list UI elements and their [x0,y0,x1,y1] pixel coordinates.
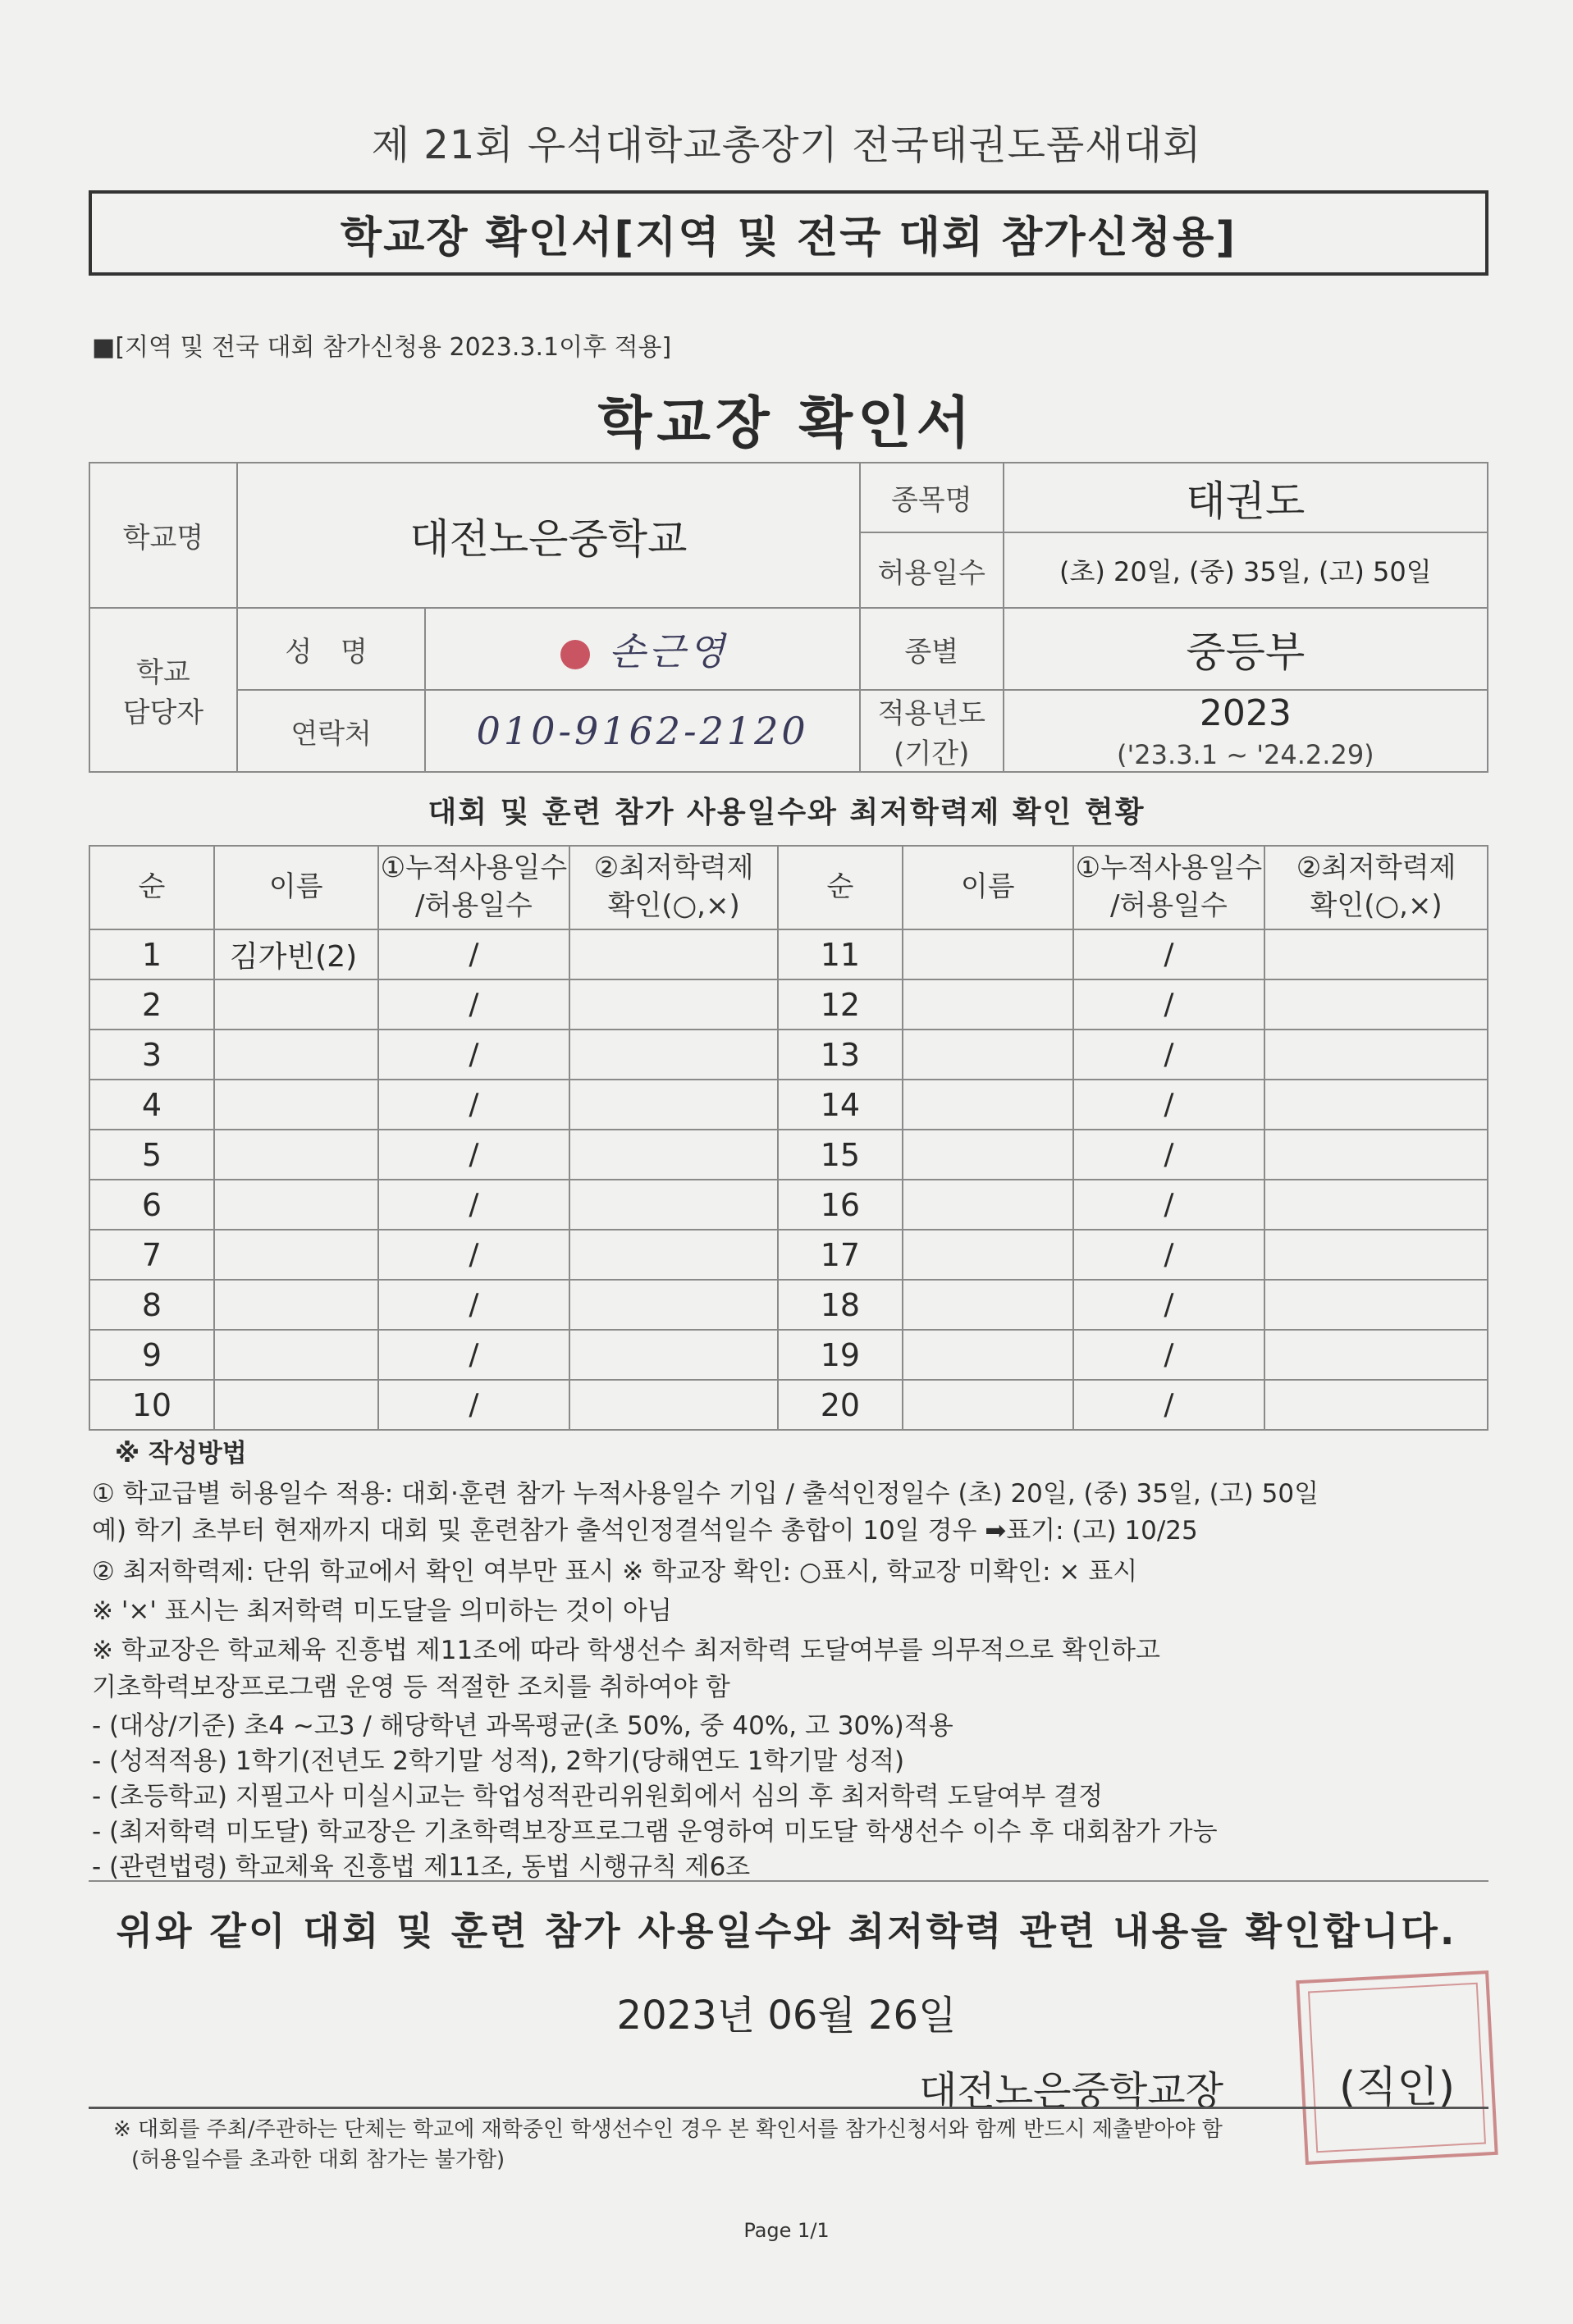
min-cell [1264,1280,1488,1330]
footer-note: (허용일수를 초과한 대회 참가는 불가함) [131,2148,505,2172]
days-cell: / [1073,1380,1265,1430]
table-row [89,979,1488,1030]
min-cell [569,1330,778,1380]
header-days [1073,846,1265,929]
header-min-line1: ②최저학력제 [593,852,754,885]
days-cell: / [378,1280,570,1330]
contact-label: 연락처 [237,690,426,772]
min-cell [569,1230,778,1280]
footer-note: ※ 대회를 주최/주관하는 단체는 학교에 재학중인 학생선수인 경우 본 확인서를 참가신청서와 함께 반드시 제출받아야 함 [113,2117,1223,2142]
table-row [89,1280,1488,1330]
row-number: 17 [778,1230,903,1280]
header-min-line2: 확인(○,×) [1310,889,1443,922]
instruction-line: - (최저학력 미도달) 학교장은 기초학력보장프로그램 운영하여 미도달 학생선수 이수 후 대회참가 가능 [92,1817,1218,1847]
contact-value: 010-9162-2120 [425,690,859,772]
year-label-line1: 적용년도 [877,697,985,730]
instruction-line: - (대상/기준) 초4 ~고3 / 해당학년 과목평균(초 50%, 중 40%, 고 30%)적용 [92,1711,953,1741]
days-cell: / [1073,1230,1265,1280]
table-header-row [89,846,1488,929]
header-days-line2: /허용일수 [415,889,533,922]
athlete-name [214,1230,378,1280]
min-cell [1264,979,1488,1030]
page-number: Page 1/1 [743,2219,830,2242]
allowed-days-value: (초) 20일, (중) 35일, (고) 50일 [1004,532,1488,608]
min-cell [1264,1380,1488,1430]
row-number: 9 [89,1330,214,1380]
row-number: 5 [89,1130,214,1180]
days-cell: / [378,1130,570,1180]
days-cell: / [378,1080,570,1130]
header-days-line1: ①누적사용일수 [1075,852,1263,885]
division-label: 종별 [860,608,1004,690]
table-row [89,1080,1488,1130]
days-cell: / [378,929,570,979]
year-field [1004,690,1488,772]
row-number: 3 [89,1030,214,1080]
header-min [569,846,778,929]
event-title: 제 21회 우석대학교총장기 전국태권도품새대회 [371,122,1202,168]
row-number: 11 [778,929,903,979]
sport-label: 종목명 [860,463,1004,532]
athlete-name [903,1180,1073,1230]
instruction-line: ② 최저학력제: 단위 학교에서 확인 여부만 표시 ※ 학교장 확인: ○표시, 학교장 미확인: × 표시 [92,1557,1138,1587]
header-seq: 순 [778,846,903,929]
table-row [89,1380,1488,1430]
instruction-line: - (성적적용) 1학기(전년도 2학기말 성적), 2학기(당해연도 1학기말 성적) [92,1746,905,1776]
table-row [89,929,1488,979]
instruction-line: - (관련법령) 학교체육 진흥법 제11조, 동법 시행규칙 제6조 [92,1852,751,1882]
athlete-name [214,1080,378,1130]
min-cell [569,1030,778,1080]
header-name: 이름 [214,846,378,929]
year-period: ('23.3.1 ~ '24.2.29) [1117,738,1374,770]
row-number: 18 [778,1280,903,1330]
row-number: 2 [89,979,214,1030]
days-cell: / [378,1230,570,1280]
table-row [89,1130,1488,1180]
athlete-name [214,1180,378,1230]
header-min-line2: 확인(○,×) [607,889,740,922]
min-cell [1264,1080,1488,1130]
confirmation-text: 위와 같이 대회 및 훈련 참가 사용일수와 최저학력 관련 내용을 확인합니다. [116,1909,1457,1953]
instruction-line: 기초학력보장프로그램 운영 등 적절한 조치를 취하여야 함 [92,1673,730,1702]
row-number: 10 [89,1380,214,1430]
days-cell: / [1073,979,1265,1030]
manager-name-value: 손근영 [608,629,729,673]
row-number: 16 [778,1180,903,1230]
allowed-days-label: 허용일수 [860,532,1004,608]
athlete-name [214,1380,378,1430]
instruction-line: - (초등학교) 지필고사 미실시교는 학업성적관리위원회에서 심의 후 최저학력 도달여부 결정 [92,1782,1104,1811]
min-cell [1264,1330,1488,1380]
days-cell: / [1073,1130,1265,1180]
min-cell [1264,1230,1488,1280]
header-days-line1: ①누적사용일수 [380,852,568,885]
athlete-name [903,1030,1073,1080]
min-cell [569,1180,778,1230]
athlete-name [903,1080,1073,1130]
manager-label [89,608,237,772]
divider [89,1880,1488,1882]
athlete-name [214,1280,378,1330]
row-number: 12 [778,979,903,1030]
school-name-value: 대전노은중학교 [237,463,860,608]
min-cell [569,929,778,979]
manager-name-field [425,608,859,690]
days-cell: / [1073,929,1265,979]
days-cell: / [378,1180,570,1230]
days-cell: / [378,1330,570,1380]
athlete-name [903,1130,1073,1180]
min-cell [1264,1180,1488,1230]
athlete-name [214,1330,378,1380]
row-number: 13 [778,1030,903,1080]
athlete-name [903,929,1073,979]
table-row [89,1180,1488,1230]
instruction-line: 예) 학기 초부터 현재까지 대회 및 훈련참가 출석인정결석일수 총합이 10일 경우 ➡표기: (고) 10/25 [92,1516,1198,1546]
row-number: 14 [778,1080,903,1130]
sport-value: 태권도 [1004,463,1488,532]
min-cell [1264,1030,1488,1080]
min-cell [1264,1130,1488,1180]
days-cell: / [378,1380,570,1430]
manager-label-line1: 학교 [136,656,190,689]
row-number: 6 [89,1180,214,1230]
school-info-table [89,462,1488,773]
manager-name-label: 성 명 [237,608,426,690]
table-row [89,1330,1488,1380]
row-number: 1 [89,929,214,979]
min-cell [569,1280,778,1330]
form-title: 학교장 확인서 [597,391,976,456]
apply-note: ■[지역 및 전국 대회 참가신청용 2023.3.1이후 적용] [92,333,672,362]
athlete-name [214,1030,378,1080]
table-row [89,1230,1488,1280]
seal-mark: (직인) [1339,2063,1456,2112]
min-cell [569,1380,778,1430]
days-cell: / [1073,1280,1265,1330]
row-number: 8 [89,1280,214,1330]
athlete-name: 김가빈(2) [214,929,378,979]
red-stamp-mark [560,640,590,669]
header-days-line2: /허용일수 [1109,889,1228,922]
header-days [378,846,570,929]
row-number: 15 [778,1130,903,1180]
manager-label-line2: 담당자 [122,696,204,729]
instruction-line: ※ 학교장은 학교체육 진흥법 제11조에 따라 학생선수 최저학력 도달여부를 의무적으로 확인하고 [92,1636,1160,1665]
row-number: 20 [778,1380,903,1430]
athlete-list-table [89,845,1488,1431]
header-min-line1: ②최저학력제 [1296,852,1456,885]
min-cell [1264,929,1488,979]
header-seq: 순 [89,846,214,929]
days-cell: / [1073,1080,1265,1130]
min-cell [569,1130,778,1180]
row-number: 4 [89,1080,214,1130]
days-cell: / [378,1030,570,1080]
min-cell [569,1080,778,1130]
row-number: 7 [89,1230,214,1280]
principal-name: 대전노은중학교장 [919,2068,1223,2114]
athlete-name [214,979,378,1030]
days-cell: / [378,979,570,1030]
header-min [1264,846,1488,929]
athlete-name [903,1330,1073,1380]
year-label [860,690,1004,772]
row-number: 19 [778,1330,903,1380]
header-name: 이름 [903,846,1073,929]
instruction-line: ※ '×' 표시는 최저학력 미도달을 의미하는 것이 아님 [92,1596,672,1626]
days-cell: / [1073,1030,1265,1080]
athlete-name [903,1380,1073,1430]
division-value: 중등부 [1004,608,1488,690]
school-name-label: 학교명 [89,463,237,608]
athlete-name [214,1130,378,1180]
document-title: 학교장 확인서[지역 및 전국 대회 참가신청용] [89,190,1488,276]
year-label-line2: (기간) [894,737,970,770]
year-value: 2023 [1199,692,1292,734]
table-row [89,1030,1488,1080]
instruction-line: ① 학교급별 허용일수 적용: 대회·훈련 참가 누적사용일수 기입 / 출석인정일수 (초) 20일, (중) 35일, (고) 50일 [92,1479,1319,1509]
section-title: 대회 및 훈련 참가 사용일수와 최저학력제 확인 현황 [428,796,1145,829]
min-cell [569,979,778,1030]
instructions-heading: ※ 작성방법 [115,1439,247,1468]
footer-divider [89,2107,1488,2109]
athlete-name [903,979,1073,1030]
confirmation-date: 2023년 06월 26일 [616,1993,957,2039]
athlete-name [903,1230,1073,1280]
days-cell: / [1073,1330,1265,1380]
athlete-name [903,1280,1073,1330]
days-cell: / [1073,1180,1265,1230]
